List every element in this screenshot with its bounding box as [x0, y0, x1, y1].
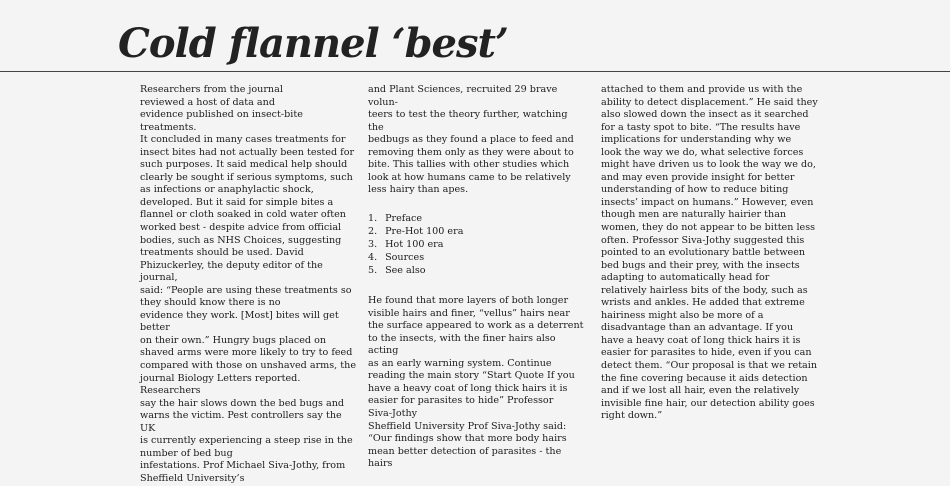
article-title: Cold flannel ‘best’ — [118, 20, 508, 67]
list-item-label: Pre-Hot 100 era — [385, 226, 464, 238]
list-item — [368, 252, 586, 265]
list-item-label: See also — [385, 265, 426, 277]
text-column-2 — [368, 84, 586, 471]
list-item-label: Hot 100 era — [385, 239, 444, 251]
list-item — [368, 226, 586, 239]
list-item — [368, 239, 586, 252]
column-2-body-paragraph: He found that more layers of both longer visible hairs and finer, “vellus” hairs near the surface appeared to work as a deterrent to the insects, with the finer hairs also acting as an early warning system. Continue reading the main story “Start Quote If you have a heavy coat of long thick hairs it is easier for parasites to hide” Professor Siva-Jothy Sheffield University Prof Siva-Jothy said: “Our findings show that more body hairs mean better detection of parasites - the hairs — [368, 295, 584, 470]
list-item-label: Preface — [385, 212, 423, 224]
text-column-1 — [140, 84, 358, 486]
list-item — [368, 265, 586, 278]
column-1-paragraph: Researchers from the journal reviewed a host of data and evidence published on insect-bite treatments. It concluded in many cases treatments for insect bites had not actually been tested for such purposes. It said medical help should clearly be sought if serious symptoms, such as infections or anaphylactic shock, developed. But it said for simple bites a flannel or cloth soaked in cold water often worked best - despite advice from official bodies, such as NHS Choices, suggesting treatments should be used. David Phizuckerley, the deputy editor of the journal, said: “People are using these treatments so they should know there is no evidence they work. [Most] bites will get better on their own.” Hungry bugs placed on shaved arms were more likely to try to feed compared with those on unshaved arms, the journal Biology Letters reported. Researchers say the hair slows down the bed bugs and warns the victim. Pest controllers say the UK is currently experiencing a steep rise in the number of bed bug infestations. Prof Michael Siva-Jothy, from Sheffield University’s — [140, 84, 356, 484]
list-item — [368, 213, 586, 226]
list-item-label: Sources — [385, 252, 425, 264]
list-item-number: 1. — [368, 212, 378, 224]
title-divider — [0, 71, 950, 72]
list-item-number: 3. — [368, 239, 378, 251]
column-2-intro-paragraph: and Plant Sciences, recruited 29 brave volun- teers to test the theory further, watching the bedbugs as they found a place to feed and removing them only as they were about to bite. This tallies with other studies which look at how humans came to be relatively less hairy than apes. — [368, 84, 574, 196]
column-3-paragraph: attached to them and provide us with the ability to detect displacement.” He said they also slowed down the insect as it searched for a tasty spot to bite. “The results have implications for understanding why we look the way we do, what selective forces might have driven us to look the way we do, and may even provide insight for better understanding of how to reduce biting insects’ impact on humans.” However, even though men are naturally hairier than women, they do not appear to be bitten less often. Professor Siva-Jothy suggested this pointed to an evolutionary battle between bed bugs and their prey, with the insects adapting to automatically head for relatively hairless bits of the body, such as wrists and ankles. He added that extreme hairiness might also be more of a disadvantage than an advantage. If you have a heavy coat of long thick hairs it is easier for parasites to hide, even if you can detect them. “Our proposal is that we retain the fine covering because it aids detection and if we lost all hair, even the relatively invisible fine hair, our detection ability goes right down.” — [601, 84, 818, 422]
list-item-number: 5. — [368, 265, 378, 277]
text-column-3 — [601, 84, 819, 423]
list-item-number: 4. — [368, 252, 378, 264]
numbered-list — [368, 213, 586, 278]
list-item-number: 2. — [368, 226, 378, 238]
